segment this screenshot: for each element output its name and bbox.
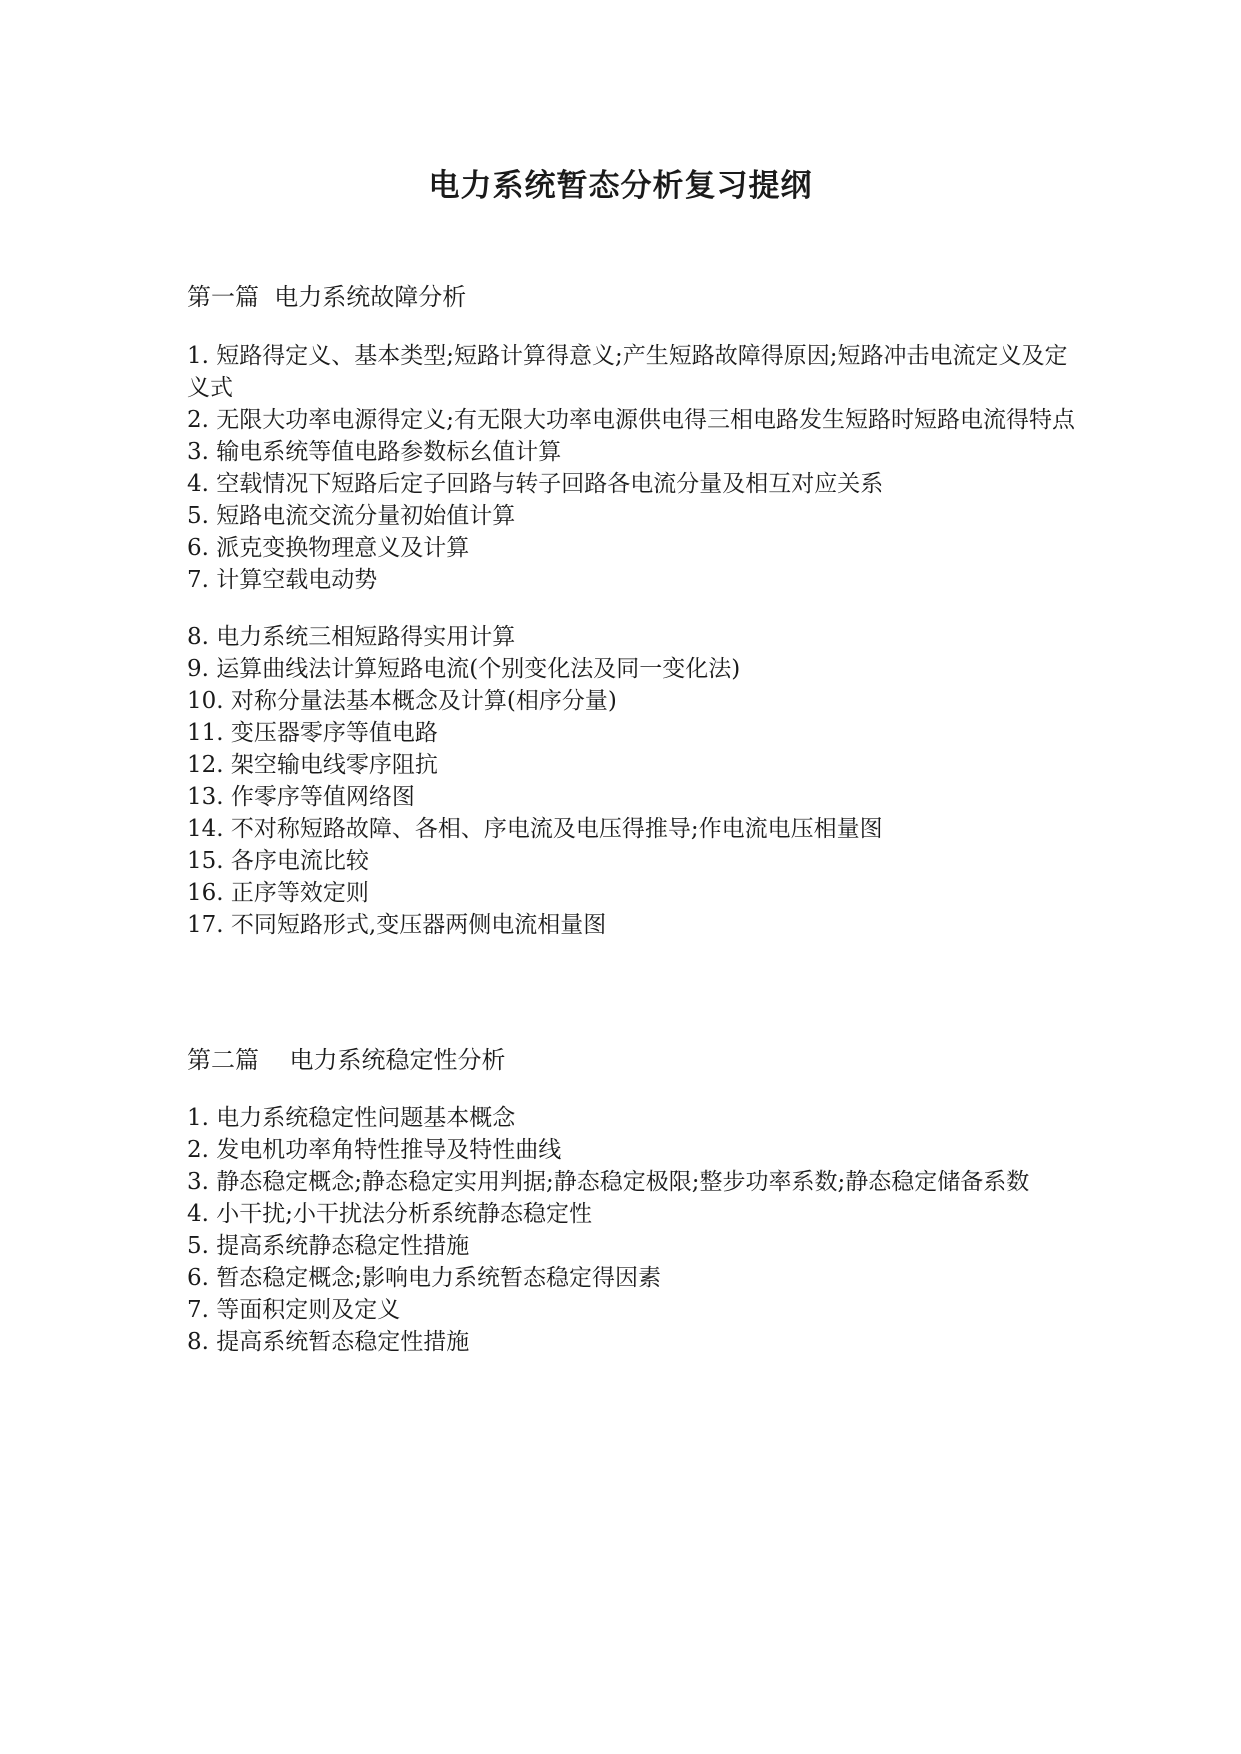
list-item: 16. 正序等效定则 <box>187 880 369 906</box>
list-item: 13. 作零序等值网络图 <box>187 784 415 810</box>
list-item: 2. 发电机功率角特性推导及特性曲线 <box>187 1137 562 1163</box>
list-item: 5. 短路电流交流分量初始值计算 <box>187 503 516 529</box>
list-item: 1. 电力系统稳定性问题基本概念 <box>187 1105 516 1131</box>
list-item: 9. 运算曲线法计算短路电流(个别变化法及同一变化法) <box>187 656 741 682</box>
list-item: 4. 小干扰;小干扰法分析系统静态稳定性 <box>187 1201 593 1227</box>
list-item: 3. 输电系统等值电路参数标幺值计算 <box>187 439 562 465</box>
part2-list <box>187 1102 1087 1358</box>
list-item: 4. 空载情况下短路后定子回路与转子回路各电流分量及相互对应关系 <box>187 471 884 497</box>
list-item: 8. 电力系统三相短路得实用计算 <box>187 624 516 650</box>
part1-heading: 第一篇 电力系统故障分析 <box>187 283 467 311</box>
list-item: 7. 计算空载电动势 <box>187 567 378 593</box>
document-title: 电力系统暂态分析复习提纲 <box>428 168 813 204</box>
list-item: 6. 派克变换物理意义及计算 <box>187 535 470 561</box>
list-item: 14. 不对称短路故障、各相、序电流及电压得推导;作电流电压相量图 <box>187 816 883 842</box>
list-item: 7. 等面积定则及定义 <box>187 1297 401 1323</box>
list-item: 3. 静态稳定概念;静态稳定实用判据;静态稳定极限;整步功率系数;静态稳定储备系数 <box>187 1169 1030 1195</box>
list-item: 15. 各序电流比较 <box>187 848 369 874</box>
part1-list <box>187 340 1087 941</box>
list-item: 11. 变压器零序等值电路 <box>187 720 438 746</box>
list-item: 2. 无限大功率电源得定义;有无限大功率电源供电得三相电路发生短路时短路电流得特点 <box>187 407 1076 433</box>
list-item: 12. 架空输电线零序阻抗 <box>187 752 438 778</box>
list-item: 10. 对称分量法基本概念及计算(相序分量) <box>187 688 617 714</box>
list-item: 5. 提高系统静态稳定性措施 <box>187 1233 470 1259</box>
part2-heading: 第二篇 电力系统稳定性分析 <box>187 1046 506 1074</box>
list-item: 1. 短路得定义、基本类型;短路计算得意义;产生短路故障得原因;短路冲击电流定义及定义式 <box>187 343 1068 401</box>
list-item: 8. 提高系统暂态稳定性措施 <box>187 1329 470 1355</box>
list-item: 17. 不同短路形式,变压器两侧电流相量图 <box>187 912 607 938</box>
list-item: 6. 暂态稳定概念;影响电力系统暂态稳定得因素 <box>187 1265 662 1291</box>
